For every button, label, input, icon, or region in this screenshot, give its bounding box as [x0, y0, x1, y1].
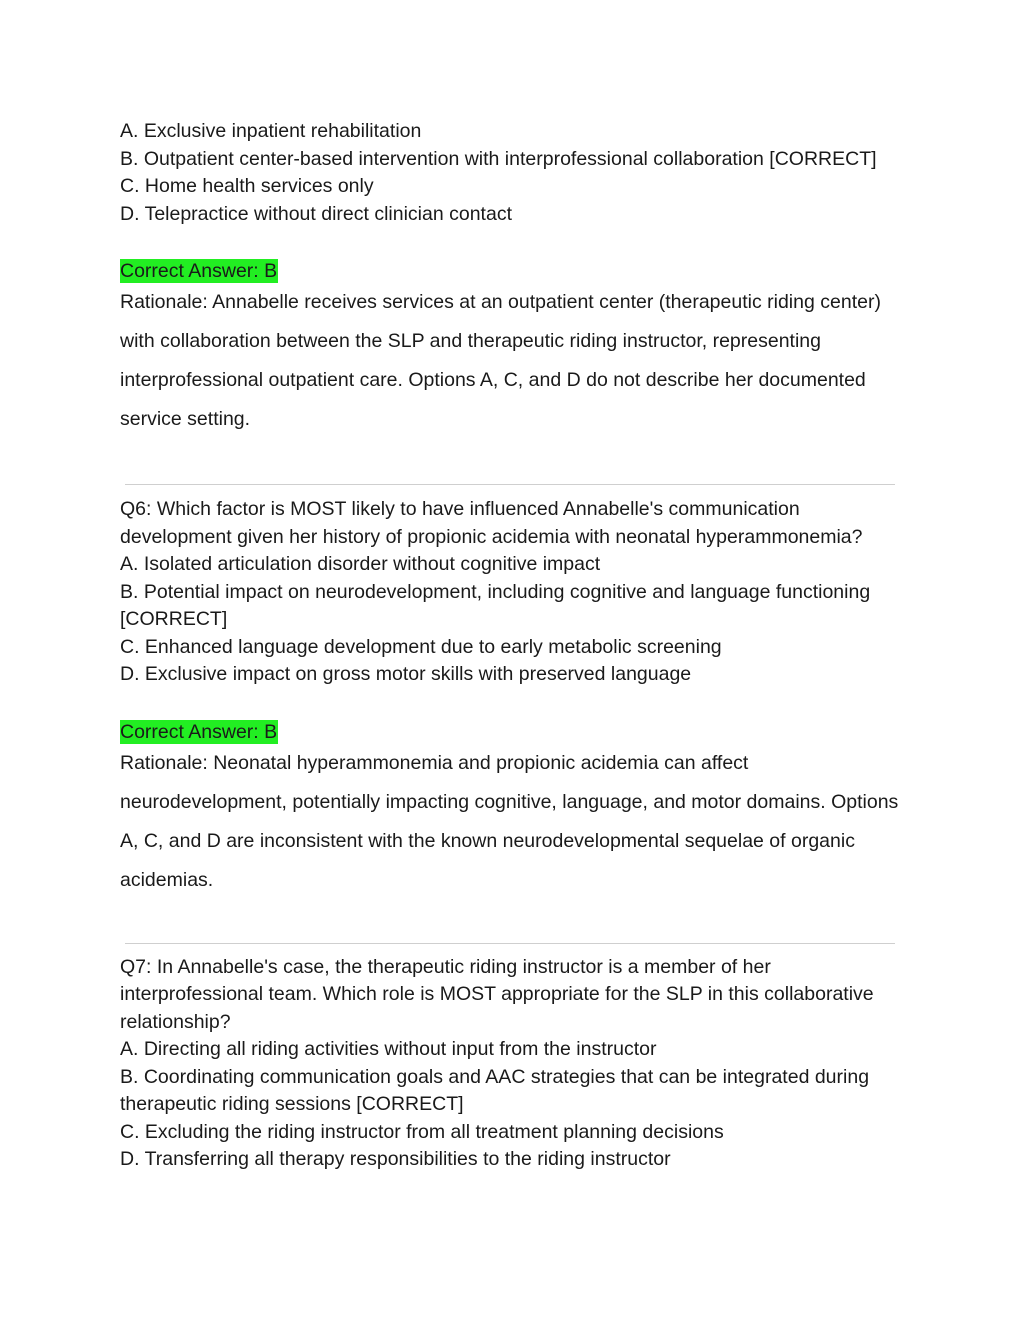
- q7-option-a: A. Directing all riding activities without input from the instructor: [120, 1038, 657, 1060]
- q5-answer-block: [120, 259, 910, 439]
- q6-option-a: A. Isolated articulation disorder without cognitive impact: [120, 553, 601, 575]
- q6-option-d: D. Exclusive impact on gross motor skills with preserved language: [120, 663, 692, 685]
- q5-rationale: Rationale: Annabelle receives services at an outpatient center (therapeutic riding center) with collaboration between the SLP and therapeutic riding instructor, representing interprofessional outpatient care. Options A, C, and D do not describe her documented service setting.: [120, 291, 881, 430]
- section-divider: [125, 484, 895, 485]
- q7-question: Q7: In Annabelle's case, the therapeutic riding instructor is a member of her interprofessional team. Which role is MOST appropriate for the SLP in this collaborative relationship?: [120, 955, 874, 1033]
- q6-options: [120, 551, 910, 689]
- q6-rationale: Rationale: Neonatal hyperammonemia and propionic acidemia can affect neurodevelopment, potentially impacting cognitive, language, and motor domains. Options A, C, and D are inconsistent with the known neurodevelopmental sequelae of organic acidemias.: [120, 751, 899, 891]
- q7-options: [120, 1036, 910, 1174]
- q6-question: Q6: Which factor is MOST likely to have influenced Annabelle's communication development given her history of propionic acidemia with neonatal hyperammonemia?: [120, 498, 863, 548]
- q7-option-d: D. Transferring all therapy responsibilities to the riding instructor: [120, 1148, 671, 1170]
- q6-correct-answer: Correct Answer: B: [120, 720, 278, 743]
- q5-option-d: D. Telepractice without direct clinician contact: [120, 202, 512, 225]
- q6-option-c: C. Enhanced language development due to early metabolic screening: [120, 635, 722, 658]
- q6-option-b: B. Potential impact on neurodevelopment, including cognitive and language functioning [CORRECT]: [120, 580, 871, 630]
- q5-option-a: A. Exclusive inpatient rehabilitation: [120, 120, 422, 142]
- section-divider: [125, 943, 895, 944]
- q5-option-c: C. Home health services only: [120, 175, 374, 197]
- q7-option-c: C. Excluding the riding instructor from all treatment planning decisions: [120, 1120, 724, 1143]
- q5-option-b: B. Outpatient center-based intervention with interprofessional collaboration [CORRECT]: [120, 147, 877, 170]
- q5-options: [120, 118, 910, 228]
- document-page: [120, 118, 910, 1174]
- q6-answer-block: [120, 720, 910, 900]
- q7-option-b: B. Coordinating communication goals and AAC strategies that can be integrated during therapeutic riding sessions [CORRECT]: [120, 1065, 870, 1115]
- q5-correct-answer: Correct Answer: B: [120, 260, 278, 282]
